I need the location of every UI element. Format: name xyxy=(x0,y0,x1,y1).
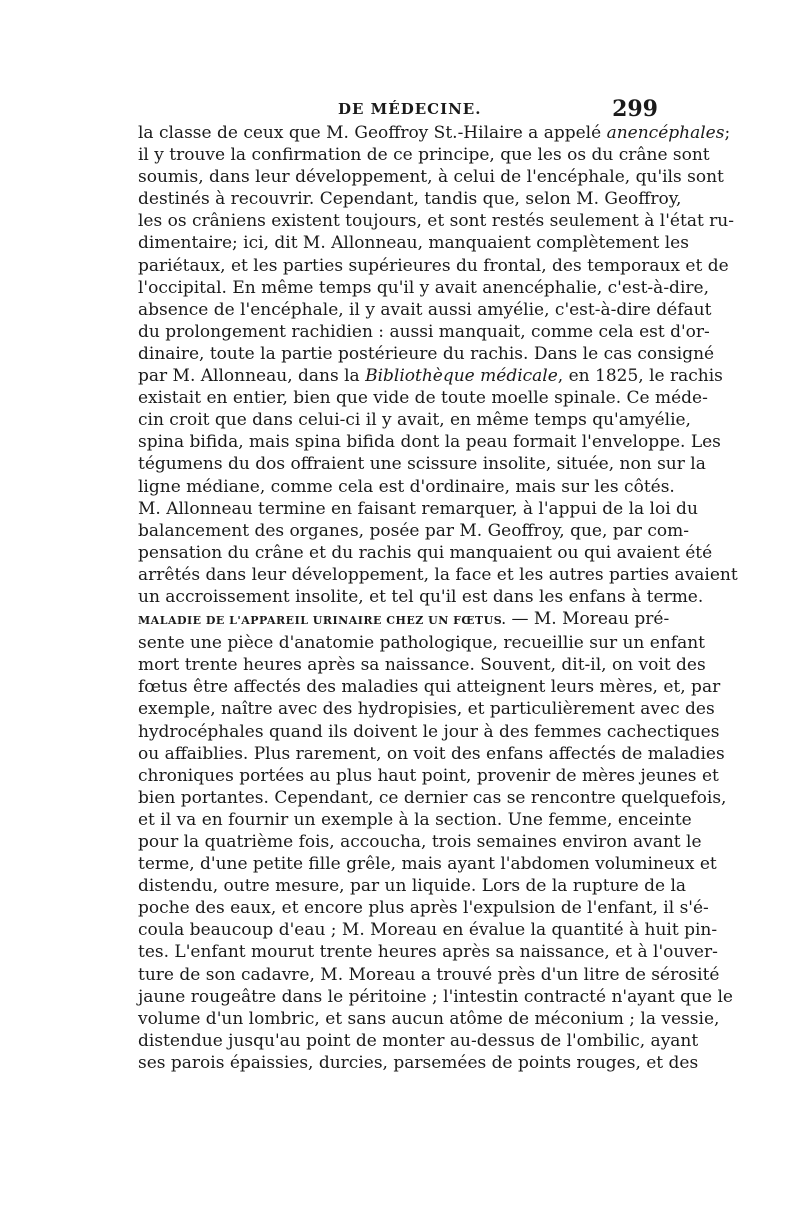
line-text: existait en entier, bien que vide de toute moelle spinale. Ce méde- xyxy=(138,388,708,409)
section-heading: MALADIE DE L'APPAREIL URINAIRE CHEZ UN FŒTUS. xyxy=(138,614,507,628)
text-line xyxy=(138,343,715,365)
text-line xyxy=(138,277,709,299)
text-line xyxy=(138,919,718,941)
text-line xyxy=(138,255,729,277)
line-text: bien portantes. Cependant, ce dernier cas se rencontre quelquefois, xyxy=(138,787,727,808)
text-line xyxy=(138,875,687,897)
text-line xyxy=(138,1052,699,1074)
text-line xyxy=(138,476,675,498)
text-line xyxy=(138,453,706,475)
text-line xyxy=(138,387,708,409)
line-text: jaune rougeâtre dans le péritoine ; l'intestin contracté n'ayant que le xyxy=(138,986,733,1007)
text-line xyxy=(138,1030,699,1052)
line-text: spina bifida, mais spina bifida dont la peau formait l'enveloppe. Les xyxy=(138,432,721,453)
line-text: cin croit que dans celui-ci il y avait, en même temps qu'amyélie, xyxy=(138,410,691,431)
text-line xyxy=(138,676,721,698)
text-line xyxy=(138,831,702,853)
text-line xyxy=(138,498,698,520)
text-line xyxy=(138,743,725,765)
line-text: la classe de ceux que M. Geoffroy St.-Hilaire a appelé xyxy=(138,123,607,143)
text-line xyxy=(138,698,715,720)
line-text: — M. Moreau pré- xyxy=(506,609,670,630)
line-text: terme, d'une petite fille grêle, mais ayant l'abdomen volumineux et xyxy=(138,854,717,875)
text-line xyxy=(138,520,689,542)
line-text: et il va en fournir un exemple à la section. Une femme, enceinte xyxy=(138,809,692,830)
text-line xyxy=(138,787,727,809)
line-text: soumis, dans leur développement, à celui de l'encéphale, qu'ils sont xyxy=(138,167,724,188)
line-text: l'occipital. En même temps qu'il y avait anencéphalie, c'est-à-dire, xyxy=(138,277,709,298)
text-line xyxy=(138,321,710,343)
text-line xyxy=(138,365,723,387)
line-text: M. Allonneau termine en faisant remarquer, à l'appui de la loi du xyxy=(138,498,698,519)
line-text: destinés à recouvrir. Cependant, tandis que, selon M. Geoffroy, xyxy=(138,189,682,210)
line-text: sente une pièce d'anatomie pathologique, recueillie sur un enfant xyxy=(138,633,705,654)
text-line xyxy=(138,986,733,1008)
line-text: ou affaiblies. Plus rarement, on voit des enfans affectés de maladies xyxy=(138,743,725,764)
line-text: pariétaux, et les parties supérieures du frontal, des temporaux et de xyxy=(138,255,729,276)
line-text: dinaire, toute la partie postérieure du rachis. Dans le cas consigné xyxy=(138,343,715,364)
line-text: ture de son cadavre, M. Moreau a trouvé près d'un litre de sérosité xyxy=(138,964,720,985)
text-line xyxy=(138,431,721,453)
line-text: tes. L'enfant mourut trente heures après sa naissance, et à l'ouver- xyxy=(138,942,718,963)
text-line xyxy=(138,1008,720,1030)
line-text: par M. Allonneau, dans la xyxy=(138,366,366,387)
line-text: il y trouve la confirmation de ce principe, que les os du crâne sont xyxy=(138,145,710,166)
text-line xyxy=(138,809,692,831)
text-line xyxy=(138,941,718,963)
text-line xyxy=(138,409,691,431)
line-text: distendue jusqu'au point de monter au-dessus de l'ombilic, ayant xyxy=(138,1030,699,1051)
line-text: arrêtés dans leur développement, la face et les autres parties avaient xyxy=(138,564,738,585)
line-text: volume d'un lombric, et sans aucun atôme de méconium ; la vessie, xyxy=(138,1008,720,1029)
text-line xyxy=(138,122,731,144)
line-text: ligne médiane, comme cela est d'ordinaire, mais sur les côtés. xyxy=(138,476,675,497)
line-text: exemple, naître avec des hydropisies, et particulièrement avec des xyxy=(138,699,715,720)
line-text: balancement des organes, posée par M. Geoffroy, que, par com- xyxy=(138,520,689,541)
text-line xyxy=(138,608,670,632)
line-text: distendu, outre mesure, par un liquide. Lors de la rupture de la xyxy=(138,876,687,897)
line-text: absence de l'encéphale, il y avait aussi amyélie, c'est-à-dire défaut xyxy=(138,299,712,320)
text-line xyxy=(138,721,720,743)
text-line xyxy=(138,210,735,232)
text-line xyxy=(138,853,717,875)
line-text: un accroissement insolite, et tel qu'il est dans les enfans à terme. xyxy=(138,586,704,607)
text-line xyxy=(138,188,682,210)
line-text: du prolongement rachidien : aussi manquait, comme cela est d'or- xyxy=(138,321,710,342)
line-text: ses parois épaissies, durcies, parsemées de points rouges, et des xyxy=(138,1052,699,1073)
italic-text: Bibliothèque médicale xyxy=(365,366,558,387)
page-number: 299 xyxy=(612,96,658,122)
text-line xyxy=(138,654,706,676)
line-text: coula beaucoup d'eau ; M. Moreau en évalue la quantité à huit pin- xyxy=(138,920,718,941)
text-line xyxy=(138,897,709,919)
line-text: pensation du crâne et du rachis qui manquaient ou qui avaient été xyxy=(138,542,713,563)
line-text: fœtus être affectés des maladies qui atteignent leurs mères, et, par xyxy=(138,677,721,698)
text-line xyxy=(138,586,704,608)
text-line xyxy=(138,166,724,188)
line-text: tégumens du dos offraient une scissure insolite, située, non sur la xyxy=(138,454,706,475)
line-text: dimentaire; ici, dit M. Allonneau, manquaient complètement les xyxy=(138,233,689,254)
italic-text: anencéphales xyxy=(606,123,725,143)
text-line xyxy=(138,564,738,586)
text-line xyxy=(138,964,720,986)
body-text xyxy=(138,122,738,1074)
running-title: DE MÉDECINE. xyxy=(338,100,482,118)
text-line xyxy=(138,144,710,166)
line-text: pour la quatrième fois, accoucha, trois semaines environ avant le xyxy=(138,832,702,852)
text-line xyxy=(138,632,705,654)
line-text: hydrocéphales quand ils doivent le jour à des femmes cachectiques xyxy=(138,721,720,742)
text-line xyxy=(138,765,719,787)
line-text: ; xyxy=(724,123,731,143)
line-text: poche des eaux, et encore plus après l'expulsion de l'enfant, il s'é- xyxy=(138,898,709,919)
line-text: les os crâniens existent toujours, et sont restés seulement à l'état ru- xyxy=(138,211,735,232)
line-text: , en 1825, le rachis xyxy=(557,366,723,387)
text-line xyxy=(138,232,689,254)
text-line xyxy=(138,542,713,564)
line-text: mort trente heures après sa naissance. Souvent, dit-il, on voit des xyxy=(138,655,706,676)
line-text: chroniques portées au plus haut point, provenir de mères jeunes et xyxy=(138,765,719,786)
text-line xyxy=(138,299,712,321)
